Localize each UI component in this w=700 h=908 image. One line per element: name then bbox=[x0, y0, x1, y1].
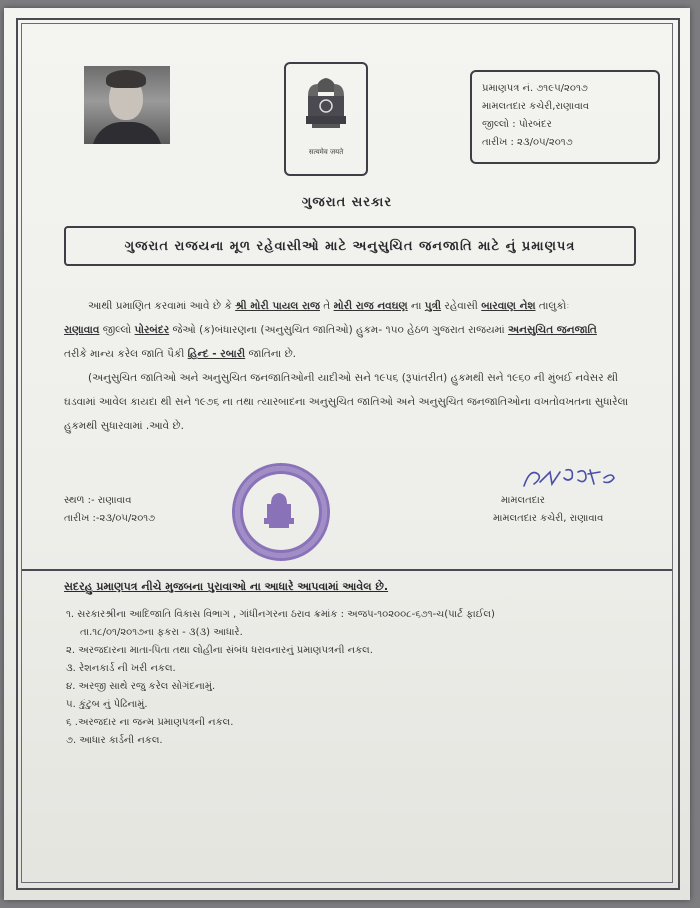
body-line-6: હુકમથી સુધારવામાં .આવે છે. bbox=[64, 420, 184, 432]
place-date-block bbox=[64, 492, 155, 528]
signatory-title: મામલતદાર bbox=[501, 495, 545, 506]
father-name: મોરી રાજ નવઘણ bbox=[333, 300, 408, 312]
place: સ્થળ :- રાણાવાવ bbox=[64, 495, 132, 506]
list-item: ૪. અરજી સાથે રજુ કરેલ સોગંદનામું. bbox=[66, 681, 216, 692]
list-item: ૩. રેશનકાર્ડ ની ખરી નકલ. bbox=[66, 663, 176, 674]
documents-list bbox=[66, 606, 646, 750]
relation: પુત્રી bbox=[424, 300, 442, 312]
body-line-1: આથી પ્રમાણિત કરવામાં આવે છે કે શ્રી મોરી પાયલ રાજ તે મોરી રાજ નવઘણ ના પુત્રી રહેવાસી બારવાણ નેશ તાલુકોઃ bbox=[88, 300, 570, 312]
photo-hair bbox=[106, 70, 146, 88]
certificate-title: ગુજરાત રાજયના મૂળ રહેવાસીઓ માટે અનુસુચિત જનજાતિ માટે નું પ્રમાણપત્ર bbox=[64, 226, 636, 266]
list-item: ૬ .અરજદાર ના જન્મ પ્રમાણપત્રની નકલ. bbox=[66, 717, 234, 728]
holder-name: શ્રી મોરી પાયલ રાજ bbox=[235, 300, 320, 312]
issuing-district: જીલ્લો : પોરબંદર bbox=[482, 119, 552, 130]
body-line-5: ઘડવામાં આવેલ કાયદા થી સને ૧૯૭૬ ના તથા ત્યારબાદના અનુસુચિત જાતિઓ અને અનુસુચિત જનજાતિઓના વખતોવખતના સુધારેલા bbox=[64, 396, 629, 408]
signatory-block bbox=[493, 492, 603, 528]
issuing-office: મામલતદાર કચેરી,રાણાવાવ bbox=[482, 101, 590, 112]
issue-date: તારીખ : ૨૩/૦૫/૨૦૧૭ bbox=[482, 137, 573, 148]
photo-shirt bbox=[92, 122, 162, 144]
documents-heading: સદરહુ પ્રમાણપત્ર નીચે મુજબના પુરાવાઓ ના આધારે આપવામાં આવેલ છે. bbox=[64, 580, 389, 593]
list-item: ૫. કુંટુબ નું પેઢિનામું. bbox=[66, 699, 148, 710]
body-line-4: (અનુસુચિત જાતિઓ અને અનુસુચિત જનજાતિઓની યાદીઓ સને ૧૯૫૬ (રૂપાંતરીત) હુકમથી સને ૧૯૬૦ ની મુંબઈ નવેસર થી bbox=[88, 372, 619, 384]
certificate-reference bbox=[470, 70, 660, 164]
body-paragraph bbox=[64, 294, 654, 438]
section-divider bbox=[22, 569, 672, 571]
category: અનસુચિત જનજાતિ bbox=[508, 324, 597, 336]
taluka: રાણાવાવ bbox=[64, 324, 100, 336]
seal-emblem-icon bbox=[261, 490, 297, 532]
list-item: ૭. આધાર કાર્ડની નકલ. bbox=[66, 735, 163, 746]
list-item: તા.૧૮/૦૧/૨૦૧૭ના ફકરા - ૩(૩) આધારે. bbox=[80, 627, 243, 638]
list-item: ૧. સરકારશ્રીના આદિજાતિ વિકાસ વિભાગ , ગાંધીનગરના ઠરાવ ક્રમાંક : અજપ-૧૦૨૦૦૮-૬૭૧-ચ(પાર્ટ ફાઈલ) bbox=[66, 609, 495, 620]
certificate-page bbox=[4, 8, 690, 900]
official-seal bbox=[232, 463, 330, 561]
body-line-2: રાણાવાવ જીલ્લો પોરબંદર જેઓ (ક)બંધારણના (અનુસુચિત જાતિઓ) હુકમ- ૧૫૦ હેઠળ ગુજરાત રાજયમાં અનસુચિત જનજાતિ bbox=[64, 324, 597, 336]
certificate-number: પ્રમાણપત્ર નં. ૭૧૯૫/૨૦૧૭ bbox=[482, 83, 588, 94]
national-emblem bbox=[284, 62, 368, 176]
lion-capital-icon bbox=[302, 72, 350, 146]
body-line-3: તરીકે માન્ય કરેલ જાતિ પૈકી હિન્દ - રબારી જાતિના છે. bbox=[64, 348, 297, 360]
district: પોરબંદર bbox=[134, 324, 170, 336]
signature bbox=[520, 464, 620, 494]
caste: હિન્દ - રબારી bbox=[187, 348, 246, 360]
applicant-photo bbox=[84, 66, 170, 144]
village: બારવાણ નેશ bbox=[481, 300, 536, 312]
government-heading: ગુજરાત સરકાર bbox=[301, 195, 393, 210]
list-item: ૨. અરજદારના માતા-પિતા તથા લોહીના સંબંધ ધરાવનારનું પ્રમાણપત્રની નકલ. bbox=[66, 645, 373, 656]
signatory-office: મામલતદાર કચેરી, રાણાવાવ bbox=[493, 513, 604, 524]
date: તારીખ :-૨૩/૦૫/૨૦૧૭ bbox=[64, 513, 156, 524]
emblem-motto: सत्यमेव जयते bbox=[308, 148, 344, 156]
